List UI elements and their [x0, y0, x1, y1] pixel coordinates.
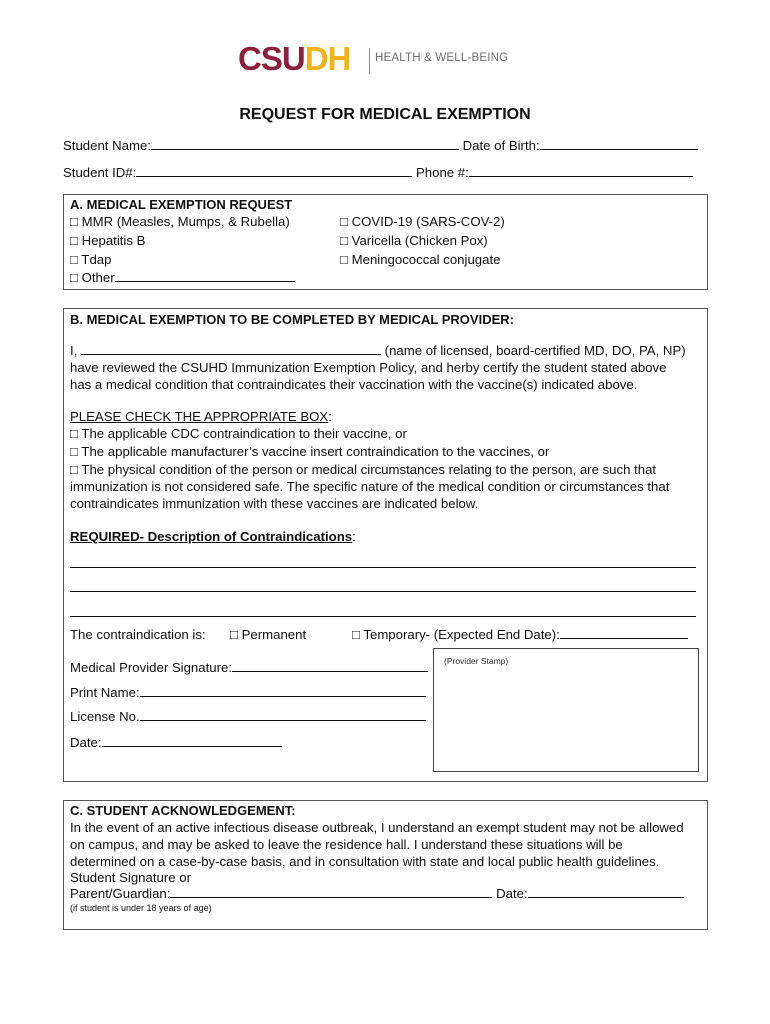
certification-line-2: have reviewed the CSUHD Immunization Exemption Policy, and herby certify the student stated above [70, 360, 667, 375]
student-id-label: Student ID#: [63, 165, 137, 180]
option-mmr[interactable]: □ MMR (Measles, Mumps, & Rubella) [70, 214, 290, 229]
check-option-manufacturer[interactable]: □ The applicable manufacturer’s vaccine insert contraindication to the vaccines, or [70, 444, 550, 459]
cert-prefix: I, [70, 343, 78, 358]
signature-label: Medical Provider Signature: [70, 660, 232, 675]
logo-csu: CSU [238, 40, 305, 77]
description-line-3[interactable] [70, 616, 696, 617]
page-title: REQUEST FOR MEDICAL EXEMPTION [239, 106, 531, 123]
description-line-2[interactable] [70, 591, 696, 592]
acknowledgement-line-3: determined on a case-by-case basis, and in consultation with state and local public health guidelines. [70, 854, 660, 869]
section-b-heading: B. MEDICAL EXEMPTION TO BE COMPLETED BY MEDICAL PROVIDER: [70, 312, 514, 327]
parent-label: Parent/Guardian: [70, 886, 171, 901]
check-option-cdc[interactable]: □ The applicable CDC contraindication to their vaccine, or [70, 426, 407, 441]
section-c-heading: C. STUDENT ACKNOWLEDGEMENT: [70, 803, 296, 818]
parent-signature-row [70, 886, 684, 902]
provider-date-field[interactable] [102, 735, 282, 747]
acknowledgement-line-2: on campus, and may be asked to leave the residence hall. I understand these situations will be [70, 837, 623, 852]
provider-stamp-label: (Provider Stamp) [444, 656, 509, 666]
student-id-row [63, 165, 693, 181]
acknowledgement-line-4: Student Signature or [70, 870, 191, 885]
license-label: License No. [70, 709, 140, 724]
end-date-field[interactable] [560, 627, 688, 639]
acknowledgement-line-1: In the event of an active infectious disease outbreak, I understand an exempt student may not be allowed [70, 820, 684, 835]
print-name-label: Print Name: [70, 685, 140, 700]
phone-label: Phone #: [415, 165, 469, 180]
option-covid-19[interactable]: □ COVID-19 (SARS-COV-2) [340, 214, 505, 229]
description-line-1[interactable] [70, 567, 696, 568]
check-option-physical-line3: contraindicates immunization with these vaccines are indicated below. [70, 496, 479, 511]
parent-signature-field[interactable] [170, 886, 492, 898]
required-label: REQUIRED- Description of Contraindications [70, 529, 353, 544]
cert-suffix: (name of licensed, board-certified MD, DO, PA, NP) [384, 343, 686, 358]
option-tdap[interactable]: □ Tdap [70, 252, 112, 267]
logo-wordmark [238, 42, 350, 76]
check-option-physical[interactable]: □ The physical condition of the person or medical circumstances relating to the person, are such that [70, 462, 657, 477]
option-meningococcal[interactable]: □ Meningococcal conjugate [340, 252, 501, 267]
license-field[interactable] [140, 709, 426, 721]
required-colon: : [352, 529, 356, 544]
logo-subtitle: HEALTH & WELL-BEING [375, 52, 509, 64]
required-row [70, 529, 356, 545]
option-other[interactable]: □ Other [70, 270, 115, 285]
permanent-checkbox[interactable]: □ Permanent [230, 627, 307, 642]
signature-field[interactable] [232, 660, 428, 672]
provider-stamp-box[interactable] [433, 648, 699, 772]
provider-date-row [70, 735, 282, 751]
option-varicella[interactable]: □ Varicella (Chicken Pox) [340, 233, 488, 248]
student-name-row [63, 138, 698, 154]
logo-divider [369, 48, 370, 74]
check-option-physical-line2: immunization is not considered safe. The specific nature of the medical condition or circumstances that [70, 479, 670, 494]
dob-label: Date of Birth: [462, 138, 540, 153]
certification-line-3: has a medical condition that contraindicates their vaccination with the vaccine(s) indicated above. [70, 377, 638, 392]
student-name-label: Student Name: [63, 138, 151, 153]
dob-field[interactable] [540, 138, 698, 150]
student-name-field[interactable] [151, 138, 459, 150]
age-note: (if student is under 18 years of age) [70, 903, 212, 913]
student-date-label: Date: [496, 886, 528, 901]
provider-date-label: Date: [70, 735, 102, 750]
check-heading: PLEASE CHECK THE APPROPRIATE BOX [70, 409, 329, 424]
student-date-field[interactable] [528, 886, 684, 898]
print-name-field[interactable] [140, 685, 426, 697]
provider-name-field[interactable] [81, 343, 381, 355]
logo-dh: DH [304, 40, 351, 77]
certification-line-1 [70, 343, 686, 359]
option-other-row [70, 270, 295, 286]
other-field[interactable] [115, 270, 295, 282]
check-heading-colon: : [328, 409, 332, 424]
temporary-row [352, 627, 688, 643]
contraindication-label: The contraindication is: [70, 627, 206, 642]
student-id-field[interactable] [136, 165, 412, 177]
option-hepatitis-b[interactable]: □ Hepatitis B [70, 233, 146, 248]
signature-row [70, 660, 428, 676]
section-a-heading: A. MEDICAL EXEMPTION REQUEST [70, 197, 293, 212]
csudh-logo [238, 40, 538, 77]
license-row [70, 709, 426, 725]
check-heading-row [70, 409, 332, 425]
temporary-checkbox[interactable]: □ Temporary- (Expected End Date): [352, 627, 560, 642]
phone-field[interactable] [469, 165, 693, 177]
print-name-row [70, 685, 426, 701]
